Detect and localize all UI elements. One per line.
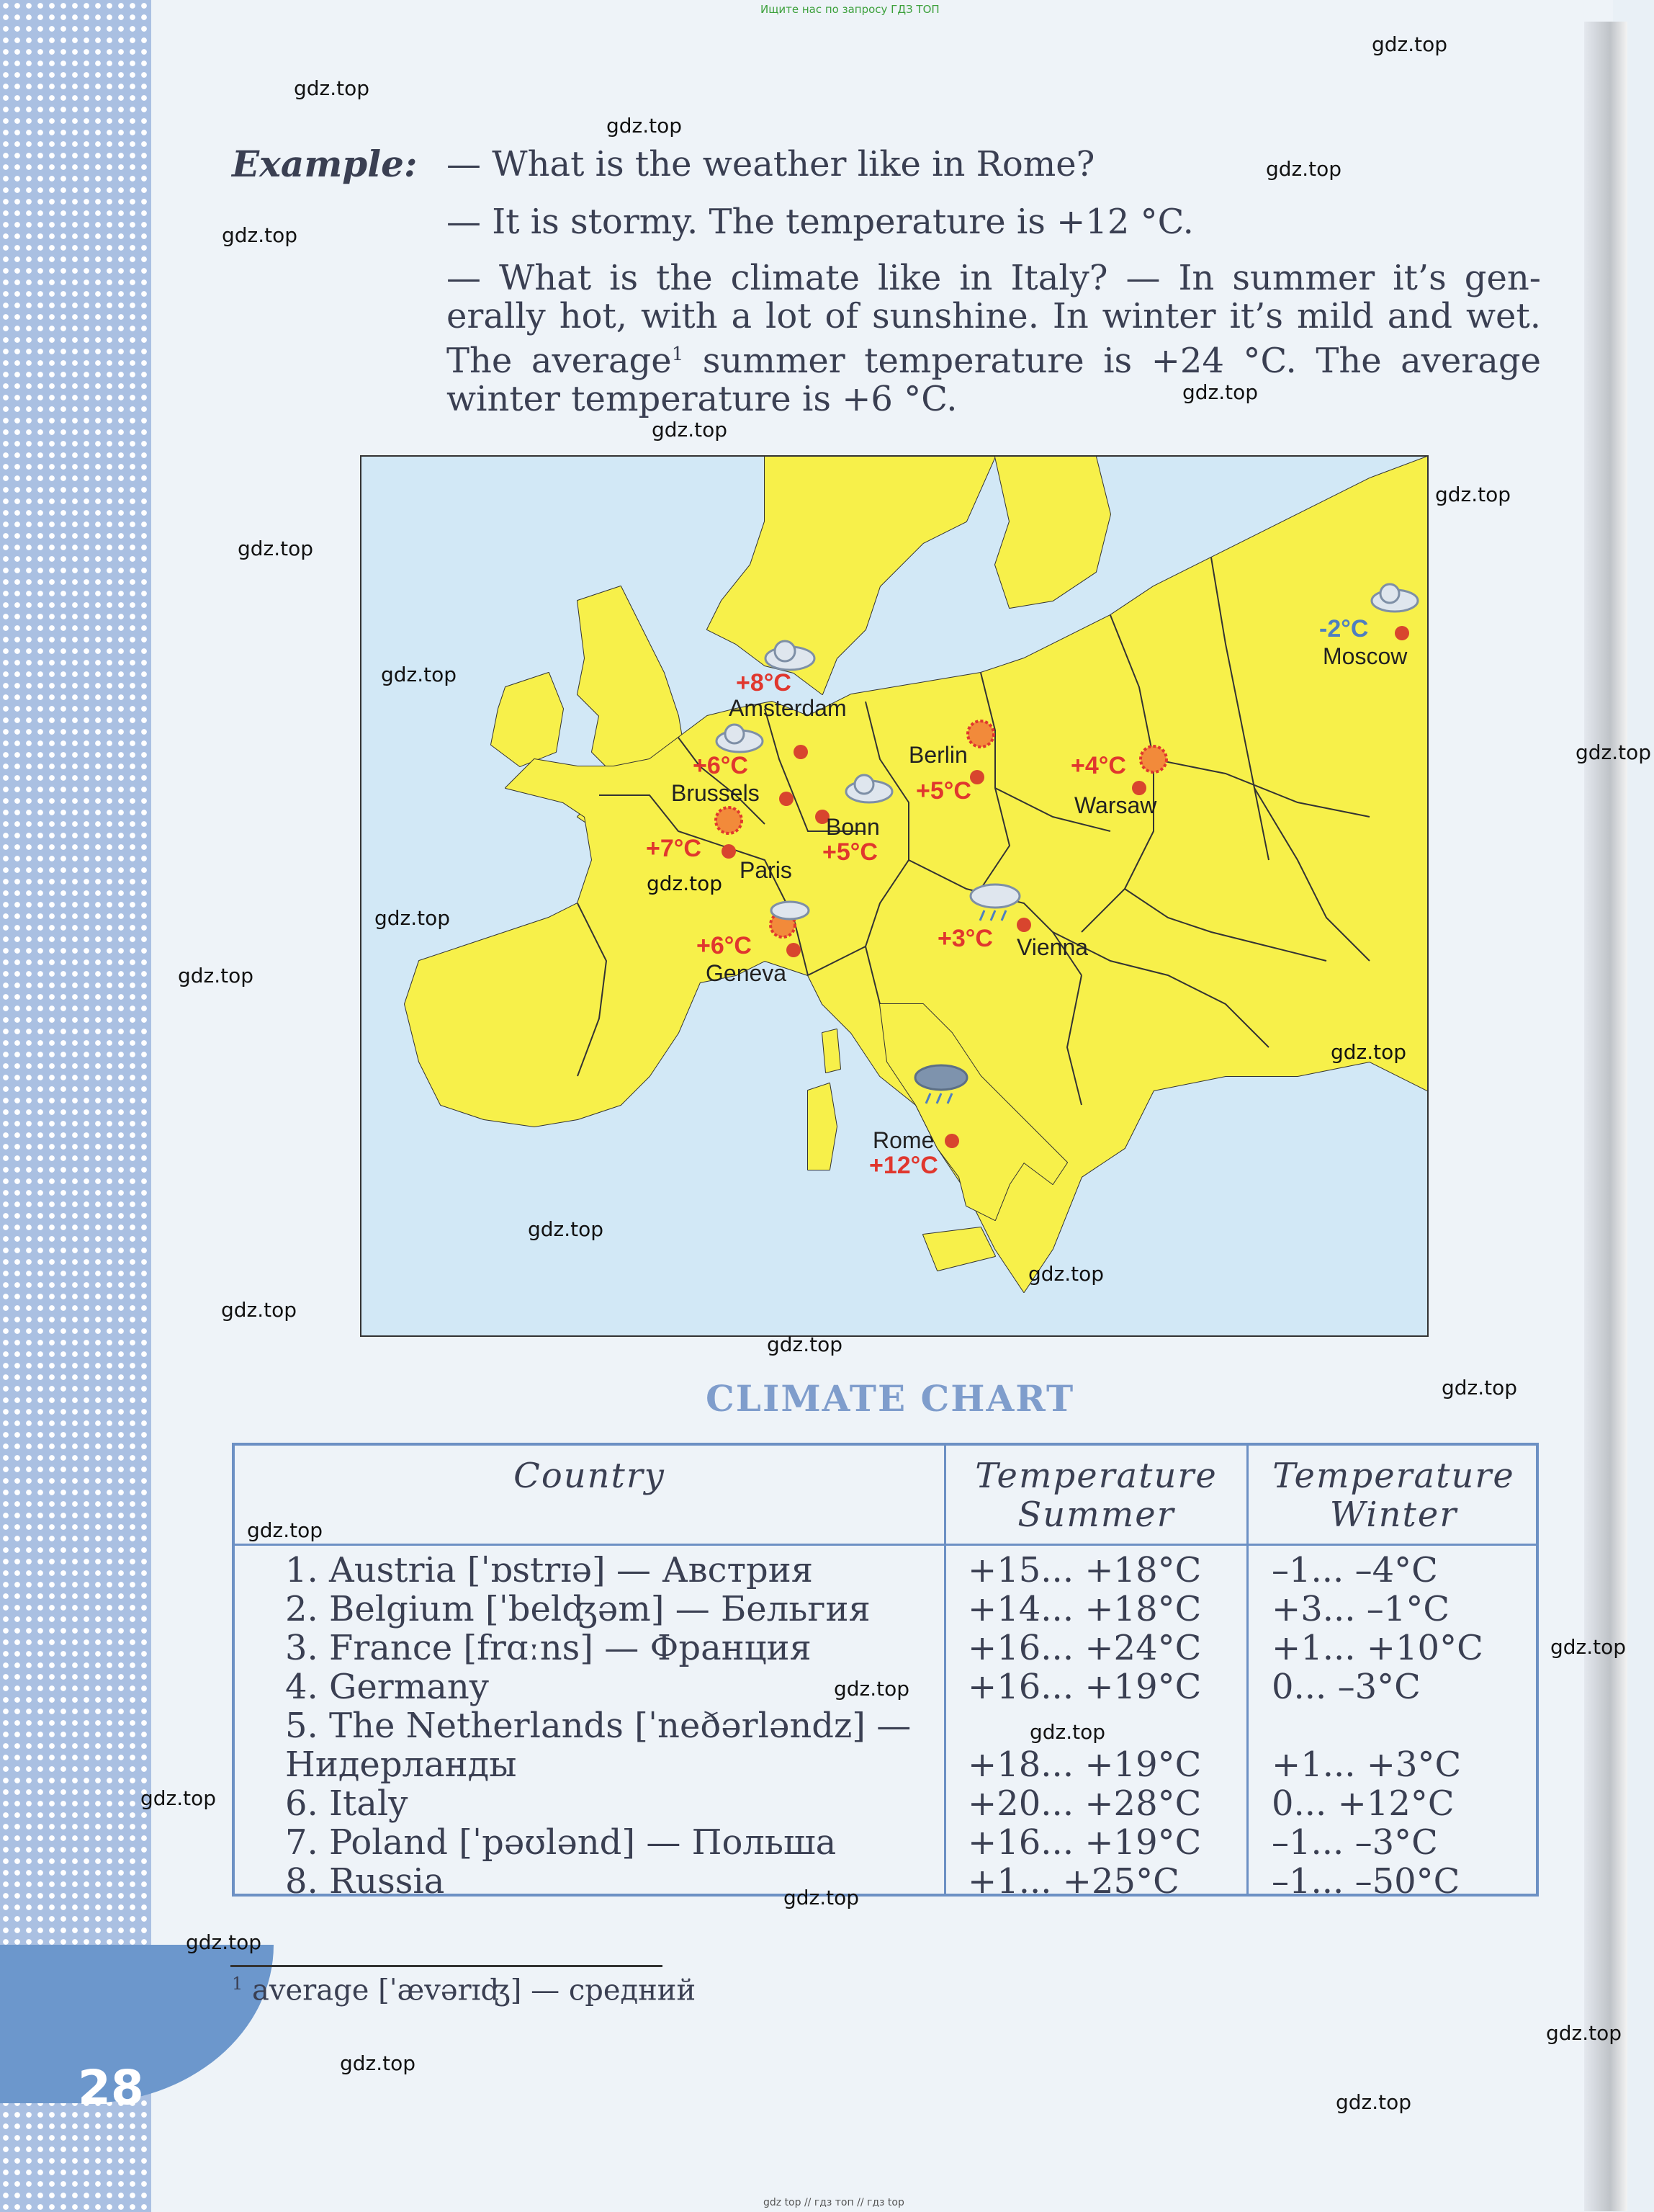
watermark: gdz.top xyxy=(606,114,683,138)
corsica-island xyxy=(822,1029,840,1073)
watermark: gdz.top xyxy=(1372,32,1448,56)
sicily-island xyxy=(923,1227,995,1271)
header-winter-line2: Winter xyxy=(1329,1495,1458,1535)
watermark: gdz.top xyxy=(783,1886,860,1909)
city-temp: +6°C xyxy=(696,932,752,959)
city-name: Warsaw xyxy=(1074,792,1157,818)
watermark: gdz.top xyxy=(1435,483,1511,506)
table-row-country: 7. Poland [ˈpəʊlənd] — Польша xyxy=(285,1822,837,1863)
example-question: — What is the weather like in Rome? xyxy=(446,144,1095,184)
table-row-winter: 0... –3°C xyxy=(1272,1667,1421,1707)
table-row-country: 6. Italy xyxy=(285,1783,408,1824)
watermark: gdz.top xyxy=(340,2051,416,2075)
city-temp: +6°C xyxy=(693,752,748,779)
weather-map xyxy=(360,455,1429,1337)
watermark: gdz.top xyxy=(221,1298,297,1322)
scandinavia-landmass xyxy=(707,457,995,694)
table-row-country: 8. Russia xyxy=(285,1861,445,1902)
watermark: gdz.top xyxy=(652,418,728,442)
sunny-icon xyxy=(716,807,742,833)
table-row-winter: +1... +10°C xyxy=(1272,1628,1483,1668)
table-row-country: 4. Germany xyxy=(285,1667,489,1707)
city-name: Bonn xyxy=(826,814,880,840)
city-dot xyxy=(1017,918,1031,932)
city-name: Paris xyxy=(740,857,792,883)
table-row-summer: +15... +18°C xyxy=(968,1550,1202,1590)
watermark: gdz.top xyxy=(647,872,723,895)
watermark: gdz.top xyxy=(186,1930,262,1954)
watermark: gdz.top xyxy=(1182,380,1259,404)
city-dot xyxy=(786,943,801,957)
table-row-summer: +14... +18°C xyxy=(968,1589,1202,1629)
watermark: gdz.top xyxy=(1030,1720,1106,1744)
city-temp: -2°C xyxy=(1319,615,1369,642)
example-label: Example: xyxy=(232,143,418,185)
header-country: Country xyxy=(513,1456,665,1496)
watermark: gdz.top xyxy=(1576,740,1652,764)
footnote-divider xyxy=(230,1965,662,1967)
table-row-country: Нидерланды xyxy=(285,1745,517,1785)
table-row-winter: –1... –50°C xyxy=(1272,1861,1460,1902)
table-row-country: 5. The Netherlands [ˈneðərləndz] — xyxy=(285,1706,912,1746)
header-winter-line1: Temperature xyxy=(1272,1456,1515,1496)
table-row-summer: +18... +19°C xyxy=(968,1745,1202,1785)
example-answer: — It is stormy. The temperature is +12 °C. xyxy=(446,202,1194,242)
watermark: gdz.top xyxy=(374,906,451,930)
footnote-number: 1 xyxy=(232,1974,243,1994)
city-temp: +8°C xyxy=(736,669,791,697)
table-row-winter: +3... –1°C xyxy=(1272,1589,1450,1629)
city-name: Vienna xyxy=(1017,934,1089,960)
city-name: Amsterdam xyxy=(729,695,847,721)
watermark: gdz.top xyxy=(1336,2090,1412,2114)
header-summer-line2: Summer xyxy=(1017,1495,1175,1535)
header-note[interactable]: Ищите нас по запросу ГДЗ ТОП xyxy=(760,3,940,16)
watermark: gdz.top xyxy=(1266,157,1342,181)
watermark: gdz.top xyxy=(178,964,254,988)
table-row-country: 3. France [frɑːns] — Франция xyxy=(285,1628,812,1668)
city-temp: +5°C xyxy=(822,838,878,866)
paragraph-text-b: summer temperature is +24 °C. The average winter temperature is +6 °C. xyxy=(446,341,1542,419)
city-name: Berlin xyxy=(909,742,968,768)
footnote-mark: 1 xyxy=(671,344,684,365)
watermark: gdz.top xyxy=(767,1333,843,1356)
city-dot xyxy=(794,745,808,759)
watermark: gdz.top xyxy=(381,663,457,686)
dotted-margin xyxy=(0,0,151,2212)
watermark: gdz.top xyxy=(222,223,298,247)
footnote-text: average [ˈævərɪʤ] — средний xyxy=(252,1974,696,2007)
city-temp: +7°C xyxy=(646,835,701,862)
watermark: gdz.top xyxy=(834,1677,910,1701)
header-summer xyxy=(946,1456,1246,1534)
page-number: 28 xyxy=(78,2060,144,2115)
watermark: gdz.top xyxy=(238,537,314,560)
finland-landmass xyxy=(995,457,1110,608)
watermark: gdz.top xyxy=(1546,2021,1622,2045)
city-name: Moscow xyxy=(1323,643,1408,669)
city-temp: +4°C xyxy=(1071,752,1126,779)
city-dot xyxy=(1395,626,1409,640)
city-temp: +5°C xyxy=(916,777,971,805)
table-row-winter: –1... –3°C xyxy=(1272,1822,1438,1863)
page-gutter xyxy=(1584,22,1627,2211)
city-temp: +3°C xyxy=(938,925,993,952)
city-dot xyxy=(970,770,984,784)
city-name: Rome xyxy=(873,1127,935,1153)
footer-note[interactable]: gdz top // гдз топ // гдз top xyxy=(763,2197,904,2208)
sunny-icon xyxy=(968,721,994,747)
watermark: gdz.top xyxy=(1442,1376,1518,1400)
paragraph-text-a: — What is the climate like in Italy? — In summer it’s generally hot, with a lot of sunshine. In winter it’s mild and wet. The average xyxy=(446,258,1541,381)
table-row-summer: +20... +28°C xyxy=(968,1783,1202,1824)
table-row-country: 1. Austria [ˈɒstrɪə] — Австрия xyxy=(285,1550,814,1590)
watermark: gdz.top xyxy=(294,76,370,100)
city-temp: +12°C xyxy=(869,1152,938,1179)
table-row-summer: +16... +24°C xyxy=(968,1628,1202,1668)
header-summer-line1: Temperature xyxy=(975,1456,1218,1496)
table-row-summer: +1... +25°C xyxy=(968,1861,1179,1902)
table-row-winter: –1... –4°C xyxy=(1272,1550,1438,1590)
watermark: gdz.top xyxy=(1331,1040,1407,1064)
watermark: gdz.top xyxy=(528,1217,604,1241)
table-row-summer: +16... +19°C xyxy=(968,1822,1202,1863)
table-row-summer: +16... +19°C xyxy=(968,1667,1202,1707)
climate-chart-title: CLIMATE CHART xyxy=(706,1377,1075,1420)
watermark: gdz.top xyxy=(247,1518,323,1542)
table-row-country: 2. Belgium [ˈbelʤəm] — Бельгия xyxy=(285,1589,871,1629)
watermark: gdz.top xyxy=(1028,1262,1105,1286)
ireland-landmass xyxy=(491,673,563,766)
europe-map xyxy=(361,457,1427,1335)
watermark: gdz.top xyxy=(1550,1635,1627,1659)
city-dot xyxy=(945,1134,959,1148)
header-winter xyxy=(1249,1456,1539,1534)
city-name: Brussels xyxy=(671,780,760,806)
city-dot xyxy=(779,792,794,806)
footnote xyxy=(232,1974,696,2007)
watermark: gdz.top xyxy=(140,1786,217,1810)
example-paragraph xyxy=(446,259,1541,418)
header-divider xyxy=(235,1544,1536,1546)
sardinia-island xyxy=(808,1083,837,1170)
table-row-winter: +1... +3°C xyxy=(1272,1745,1462,1785)
city-dot xyxy=(722,844,736,859)
table-row-winter: 0... +12°C xyxy=(1272,1783,1455,1824)
sunny-icon xyxy=(1141,746,1167,772)
city-name: Geneva xyxy=(706,960,787,986)
